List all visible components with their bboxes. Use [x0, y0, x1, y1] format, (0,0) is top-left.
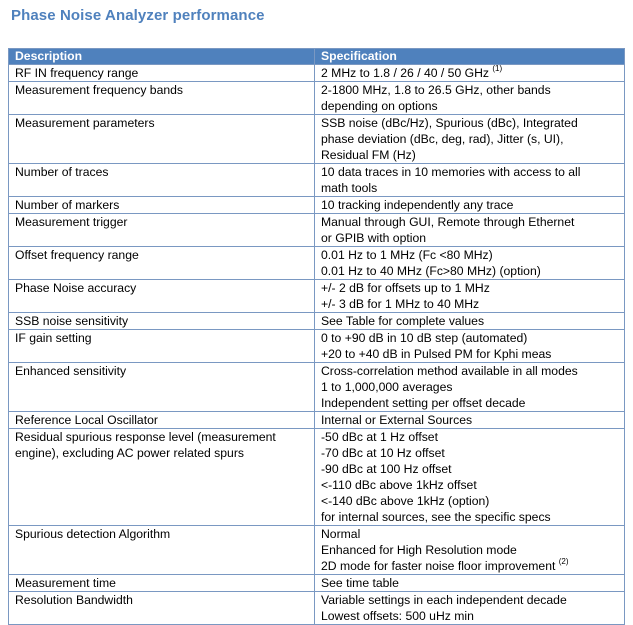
- description-cell: [9, 592, 315, 625]
- description-cell: [9, 115, 315, 164]
- table-row: [9, 115, 625, 164]
- specification-text: 1 to 1,000,000 averages: [321, 380, 453, 394]
- specification-cell: [315, 164, 625, 197]
- specification-line: [321, 575, 620, 591]
- table-row: [9, 592, 625, 625]
- description-text: Offset frequency range: [15, 248, 139, 262]
- specification-text: Independent setting per offset decade: [321, 396, 526, 410]
- specification-text: SSB noise (dBc/Hz), Spurious (dBc), Integrated: [321, 116, 578, 130]
- specification-line: [321, 82, 620, 98]
- table-row: [9, 197, 625, 214]
- specification-text: or GPIB with option: [321, 231, 426, 245]
- description-cell: [9, 330, 315, 363]
- specification-cell: [315, 197, 625, 214]
- specification-text: 10 tracking independently any trace: [321, 198, 514, 212]
- specification-text: 2D mode for faster noise floor improvement: [321, 559, 559, 573]
- specification-cell: [315, 115, 625, 164]
- specification-line: [321, 477, 620, 493]
- specification-cell: [315, 330, 625, 363]
- table-row: [9, 65, 625, 82]
- specification-text: See time table: [321, 576, 399, 590]
- specification-cell: [315, 247, 625, 280]
- description-cell: [9, 412, 315, 429]
- specification-text: phase deviation (dBc, deg, rad), Jitter (s, UI),: [321, 132, 564, 146]
- specification-line: [321, 263, 620, 279]
- specification-line: [321, 230, 620, 246]
- specification-text: 10 data traces in 10 memories with access to all: [321, 165, 581, 179]
- specification-line: [321, 363, 620, 379]
- page-title: Phase Noise Analyzer performance: [11, 7, 265, 24]
- description-text: Measurement trigger: [15, 215, 128, 229]
- table-row: [9, 412, 625, 429]
- specification-text: 0.01 Hz to 40 MHz (Fc>80 MHz) (option): [321, 264, 541, 278]
- specification-line: [321, 65, 620, 81]
- description-text: Measurement time: [15, 576, 116, 590]
- description-text: RF IN frequency range: [15, 66, 139, 80]
- specification-cell: [315, 592, 625, 625]
- description-text: Enhanced sensitivity: [15, 364, 127, 378]
- specification-text: +/- 2 dB for offsets up to 1 MHz: [321, 281, 490, 295]
- specification-cell: [315, 526, 625, 575]
- specification-line: [321, 197, 620, 213]
- specification-text: 0 to +90 dB in 10 dB step (automated): [321, 331, 528, 345]
- description-text: Resolution Bandwidth: [15, 593, 133, 607]
- table-row: [9, 280, 625, 313]
- description-text: Measurement parameters: [15, 116, 155, 130]
- specification-line: [321, 147, 620, 163]
- specification-text: Enhanced for High Resolution mode: [321, 543, 517, 557]
- specification-cell: [315, 82, 625, 115]
- specification-text: depending on options: [321, 99, 438, 113]
- specification-text: Manual through GUI, Remote through Ethernet: [321, 215, 575, 229]
- specification-cell: [315, 214, 625, 247]
- description-cell: [9, 214, 315, 247]
- specification-line: [321, 346, 620, 362]
- specification-text: Lowest offsets: 500 uHz min: [321, 609, 474, 623]
- table-row: [9, 82, 625, 115]
- description-cell: [9, 575, 315, 592]
- table-row: [9, 526, 625, 575]
- description-text: Phase Noise accuracy: [15, 281, 137, 295]
- table-row: [9, 313, 625, 330]
- description-text: engine), excluding AC power related spurs: [15, 446, 244, 460]
- specification-cell: [315, 363, 625, 412]
- specification-line: [321, 493, 620, 509]
- footnote-reference: (2): [558, 556, 569, 566]
- description-text: Number of markers: [15, 198, 120, 212]
- specification-line: [321, 131, 620, 147]
- specification-line: [321, 330, 620, 346]
- specification-cell: [315, 412, 625, 429]
- table-row: [9, 214, 625, 247]
- specification-line: [321, 412, 620, 428]
- specification-line: [321, 280, 620, 296]
- description-text: Measurement frequency bands: [15, 83, 184, 97]
- table-row: [9, 247, 625, 280]
- description-text: Reference Local Oscillator: [15, 413, 158, 427]
- specification-line: [321, 608, 620, 624]
- description-text: Number of traces: [15, 165, 109, 179]
- specification-cell: [315, 280, 625, 313]
- description-cell: [9, 526, 315, 575]
- specification-line: [321, 247, 620, 263]
- column-header-specification: Specification: [315, 49, 625, 65]
- description-text: SSB noise sensitivity: [15, 314, 129, 328]
- specification-text: Normal: [321, 527, 361, 541]
- specification-text: +20 to +40 dB in Pulsed PM for Kphi meas: [321, 347, 552, 361]
- description-cell: [9, 164, 315, 197]
- specification-text: 0.01 Hz to 1 MHz (Fc <80 MHz): [321, 248, 493, 262]
- table-row: [9, 575, 625, 592]
- specification-cell: [315, 429, 625, 526]
- table-header-row: [9, 49, 625, 65]
- specification-text: See Table for complete values: [321, 314, 485, 328]
- specification-text: <-140 dBc above 1kHz (option): [321, 494, 490, 508]
- description-cell: [9, 429, 315, 526]
- specification-text: -50 dBc at 1 Hz offset: [321, 430, 438, 444]
- description-cell: [9, 363, 315, 412]
- description-cell: [9, 280, 315, 313]
- specification-line: [321, 429, 620, 445]
- specification-table: [8, 48, 625, 625]
- specification-line: [321, 164, 620, 180]
- specification-line: [321, 526, 620, 542]
- column-header-description: Description: [9, 49, 315, 65]
- description-cell: [9, 65, 315, 82]
- specification-text: Variable settings in each independent decade: [321, 593, 567, 607]
- specification-line: [321, 379, 620, 395]
- specification-text: Cross-correlation method available in all modes: [321, 364, 578, 378]
- specification-text: -90 dBc at 100 Hz offset: [321, 462, 452, 476]
- specification-line: [321, 395, 620, 411]
- specification-line: [321, 558, 620, 574]
- description-cell: [9, 82, 315, 115]
- specification-text: -70 dBc at 10 Hz offset: [321, 446, 445, 460]
- specification-line: [321, 214, 620, 230]
- table-row: [9, 429, 625, 526]
- specification-line: [321, 98, 620, 114]
- specification-line: [321, 180, 620, 196]
- table-row: [9, 363, 625, 412]
- specification-text: Residual FM (Hz): [321, 148, 416, 162]
- description-text: Spurious detection Algorithm: [15, 527, 171, 541]
- specification-cell: [315, 313, 625, 330]
- specification-line: [321, 115, 620, 131]
- specification-cell: [315, 65, 625, 82]
- specification-line: [321, 542, 620, 558]
- specification-text: +/- 3 dB for 1 MHz to 40 MHz: [321, 297, 480, 311]
- description-text: Residual spurious response level (measurement: [15, 430, 276, 444]
- description-cell: [9, 313, 315, 330]
- specification-line: [321, 296, 620, 312]
- table-row: [9, 164, 625, 197]
- specification-cell: [315, 575, 625, 592]
- specification-text: <-110 dBc above 1kHz offset: [321, 478, 477, 492]
- specification-line: [321, 509, 620, 525]
- specification-line: [321, 461, 620, 477]
- footnote-reference: (1): [492, 64, 503, 73]
- specification-text: 2-1800 MHz, 1.8 to 26.5 GHz, other bands: [321, 83, 551, 97]
- specification-text: 2 MHz to 1.8 / 26 / 40 / 50 GHz: [321, 66, 493, 80]
- specification-line: [321, 445, 620, 461]
- specification-line: [321, 313, 620, 329]
- specification-text: for internal sources, see the specific specs: [321, 510, 551, 524]
- specification-line: [321, 592, 620, 608]
- description-text: IF gain setting: [15, 331, 92, 345]
- specification-text: math tools: [321, 181, 378, 195]
- description-cell: [9, 197, 315, 214]
- table-row: [9, 330, 625, 363]
- description-cell: [9, 247, 315, 280]
- specification-text: Internal or External Sources: [321, 413, 473, 427]
